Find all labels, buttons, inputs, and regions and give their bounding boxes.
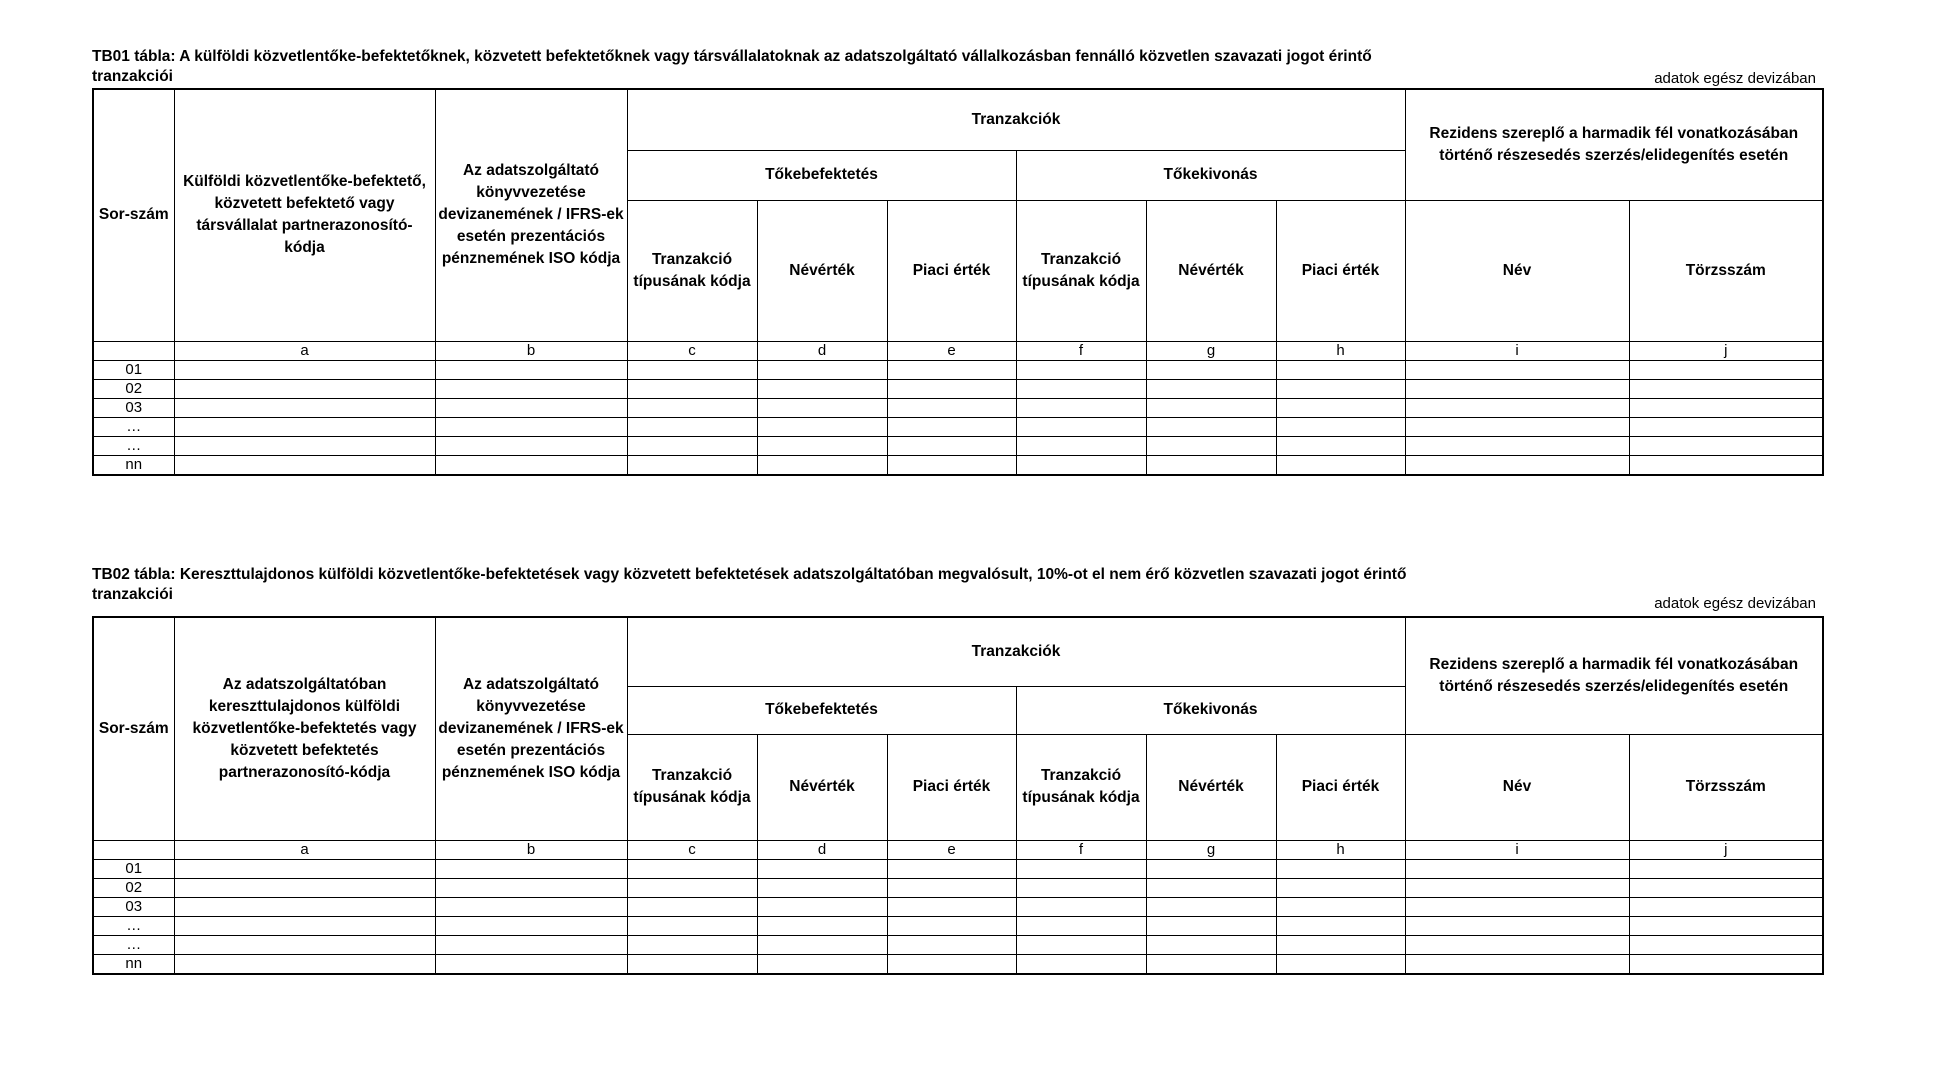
letter-cell: e [887,840,1016,859]
data-cell[interactable] [174,436,435,455]
data-cell[interactable] [1276,916,1405,935]
data-cell[interactable] [435,455,627,475]
header-nevertek-g: Névérték [1146,734,1276,840]
data-cell[interactable] [174,954,435,974]
data-cell[interactable] [1016,417,1146,436]
letter-cell: g [1146,341,1276,360]
form-table-tb01 [92,88,1824,476]
data-cell[interactable] [174,897,435,916]
data-cell[interactable] [174,398,435,417]
data-cell[interactable] [1276,360,1405,379]
data-cell[interactable] [757,954,887,974]
header-tokebefektetes: Tőkebefektetés [627,150,1016,200]
data-cell[interactable] [887,379,1016,398]
data-cell[interactable] [435,859,627,878]
data-cell[interactable] [1405,398,1629,417]
data-cell[interactable] [1405,954,1629,974]
data-cell[interactable] [757,379,887,398]
data-cell[interactable] [1016,455,1146,475]
header-torzsszam: Törzsszám [1629,200,1823,341]
data-cell[interactable] [887,935,1016,954]
data-cell[interactable] [1405,417,1629,436]
unit-note: adatok egész devizában [1654,595,1816,612]
header-tipus-kod-f: Tranzakció típusának kódja [1016,734,1146,840]
data-cell[interactable] [174,878,435,897]
data-cell[interactable] [627,878,757,897]
data-cell[interactable] [887,417,1016,436]
data-cell[interactable] [174,360,435,379]
header-col-a: Az adatszolgáltatóban kereszttulajdonos külföldi közvetlentőke-befektetés vagy közvetett befektetés partnerazonosító-kódja [174,617,435,840]
data-cell[interactable] [757,878,887,897]
data-cell[interactable] [1405,379,1629,398]
header-tokekivonas: Tőkekivonás [1016,686,1405,734]
letter-cell: h [1276,840,1405,859]
row-number: … [93,935,174,954]
row-number: 02 [93,878,174,897]
table-row [93,398,1823,417]
data-cell[interactable] [435,417,627,436]
header-torzsszam: Törzsszám [1629,734,1823,840]
data-cell[interactable] [1629,954,1823,974]
data-cell[interactable] [1016,935,1146,954]
row-number: 03 [93,897,174,916]
row-number: … [93,417,174,436]
letter-cell-empty [93,840,174,859]
column-letter-row [93,341,1823,360]
data-cell[interactable] [174,455,435,475]
data-cell[interactable] [1405,859,1629,878]
letter-cell: g [1146,840,1276,859]
letter-cell: j [1629,840,1823,859]
table-row [93,954,1823,974]
letter-cell: f [1016,840,1146,859]
data-cell[interactable] [627,360,757,379]
data-cell[interactable] [1146,398,1276,417]
data-cell[interactable] [627,859,757,878]
data-cell[interactable] [1016,379,1146,398]
table-row [93,935,1823,954]
data-cell[interactable] [887,859,1016,878]
table-row [93,417,1823,436]
data-cell[interactable] [1405,897,1629,916]
data-cell[interactable] [1146,859,1276,878]
letter-cell: e [887,341,1016,360]
letter-cell: h [1276,341,1405,360]
row-number: 03 [93,398,174,417]
header-piaci-ertek-e: Piaci érték [887,734,1016,840]
data-cell[interactable] [1405,455,1629,475]
letter-cell: c [627,840,757,859]
data-cell[interactable] [757,360,887,379]
table-title: TB02 tábla: Kereszttulajdonos külföldi közvetlentőke-befektetések vagy közvetett befektetések adatszolgáltatóban megvalósult, 10%-ot el nem érő közvetlen szavazati jogot érintő tranzakciói [92,566,1407,603]
data-cell[interactable] [1405,916,1629,935]
data-cell[interactable] [1146,360,1276,379]
unit-note: adatok egész devizában [1654,70,1816,87]
data-cell[interactable] [757,436,887,455]
data-cell[interactable] [1629,455,1823,475]
data-cell[interactable] [887,360,1016,379]
data-cell[interactable] [1016,954,1146,974]
row-number: … [93,436,174,455]
data-cell[interactable] [1016,878,1146,897]
header-tranzakciok: Tranzakciók [627,89,1405,150]
data-cell[interactable] [1016,436,1146,455]
data-cell[interactable] [435,954,627,974]
data-cell[interactable] [1405,935,1629,954]
data-cell[interactable] [1629,436,1823,455]
data-cell[interactable] [1629,935,1823,954]
data-cell[interactable] [1016,398,1146,417]
data-cell[interactable] [1629,398,1823,417]
data-cell[interactable] [887,455,1016,475]
data-cell[interactable] [1016,916,1146,935]
data-cell[interactable] [1146,436,1276,455]
data-cell[interactable] [1146,897,1276,916]
header-tipus-kod-c: Tranzakció típusának kódja [627,200,757,341]
data-cell[interactable] [1146,916,1276,935]
header-nev: Név [1405,734,1629,840]
data-cell[interactable] [435,398,627,417]
data-cell[interactable] [1629,417,1823,436]
row-number: … [93,916,174,935]
header-rezidens: Rezidens szereplő a harmadik fél vonatkozásában történő részesedés szerzés/elidegenítés esetén [1405,89,1823,200]
data-cell[interactable] [757,916,887,935]
data-cell[interactable] [757,897,887,916]
table-row [93,897,1823,916]
data-cell[interactable] [757,398,887,417]
data-cell[interactable] [1629,379,1823,398]
row-number: 02 [93,379,174,398]
data-cell[interactable] [1405,436,1629,455]
letter-cell: i [1405,341,1629,360]
data-cell[interactable] [1276,859,1405,878]
letter-cell: i [1405,840,1629,859]
table-section-tb02 [92,565,1819,972]
data-cell[interactable] [435,379,627,398]
data-cell[interactable] [757,859,887,878]
data-cell[interactable] [1016,859,1146,878]
letter-cell: d [757,840,887,859]
data-cell[interactable] [1146,455,1276,475]
table-row [93,916,1823,935]
header-col-b: Az adatszolgáltató könyvvezetése devizanemének / IFRS-ek esetén prezentációs pénznemének ISO kódja [435,89,627,341]
data-cell[interactable] [1276,455,1405,475]
letter-cell: b [435,341,627,360]
header-tokekivonas: Tőkekivonás [1016,150,1405,200]
data-cell[interactable] [887,436,1016,455]
data-cell[interactable] [1276,417,1405,436]
data-cell[interactable] [435,360,627,379]
data-cell[interactable] [435,897,627,916]
data-cell[interactable] [627,379,757,398]
data-cell[interactable] [887,897,1016,916]
data-cell[interactable] [1146,878,1276,897]
data-cell[interactable] [627,455,757,475]
data-cell[interactable] [1405,360,1629,379]
header-tipus-kod-c: Tranzakció típusának kódja [627,734,757,840]
data-cell[interactable] [887,954,1016,974]
data-cell[interactable] [174,935,435,954]
letter-cell: f [1016,341,1146,360]
data-cell[interactable] [627,398,757,417]
row-number: nn [93,954,174,974]
header-tranzakciok: Tranzakciók [627,617,1405,686]
data-cell[interactable] [1146,954,1276,974]
data-cell[interactable] [757,455,887,475]
table-row [93,859,1823,878]
data-cell[interactable] [1276,398,1405,417]
header-piaci-ertek-h: Piaci érték [1276,200,1405,341]
data-cell[interactable] [1629,897,1823,916]
data-cell[interactable] [627,916,757,935]
data-cell[interactable] [1629,859,1823,878]
data-cell[interactable] [435,436,627,455]
data-cell[interactable] [1276,897,1405,916]
letter-cell: c [627,341,757,360]
data-cell[interactable] [1276,379,1405,398]
data-cell[interactable] [1629,878,1823,897]
letter-cell: d [757,341,887,360]
data-cell[interactable] [627,935,757,954]
data-cell[interactable] [435,878,627,897]
table-row [93,878,1823,897]
data-cell[interactable] [1146,379,1276,398]
data-cell[interactable] [1016,360,1146,379]
table-row [93,360,1823,379]
data-cell[interactable] [627,954,757,974]
letter-cell-empty [93,341,174,360]
letter-cell: a [174,341,435,360]
header-piaci-ertek-h: Piaci érték [1276,734,1405,840]
row-number: nn [93,455,174,475]
row-number: 01 [93,360,174,379]
data-cell[interactable] [887,398,1016,417]
data-cell[interactable] [435,935,627,954]
data-cell[interactable] [1276,935,1405,954]
table-section-tb01 [92,47,1819,473]
data-cell[interactable] [174,916,435,935]
data-cell[interactable] [1276,878,1405,897]
header-piaci-ertek-e: Piaci érték [887,200,1016,341]
header-tipus-kod-f: Tranzakció típusának kódja [1016,200,1146,341]
header-sorszam: Sor-szám [93,617,174,840]
data-cell[interactable] [1629,916,1823,935]
row-number: 01 [93,859,174,878]
data-cell[interactable] [757,417,887,436]
data-cell[interactable] [1146,935,1276,954]
header-nev: Név [1405,200,1629,341]
table-row [93,436,1823,455]
data-cell[interactable] [887,878,1016,897]
letter-cell: a [174,840,435,859]
data-cell[interactable] [757,935,887,954]
data-cell[interactable] [174,417,435,436]
data-cell[interactable] [1405,878,1629,897]
header-tokebefektetes: Tőkebefektetés [627,686,1016,734]
table-row [93,455,1823,475]
data-cell[interactable] [627,897,757,916]
data-cell[interactable] [174,859,435,878]
letter-cell: b [435,840,627,859]
header-nevertek-d: Névérték [757,734,887,840]
data-cell[interactable] [1016,897,1146,916]
table-title: TB01 tábla: A külföldi közvetlentőke-befektetőknek, közvetett befektetőknek vagy társvállalatoknak az adatszolgáltató vállalkozásban fennálló közvetlen szavazati jogot érintő tranzakciói [92,48,1372,85]
table-row [93,379,1823,398]
header-col-a: Külföldi közvetlentőke-befektető, közvetett befektető vagy társvállalat partnerazonosító-kódja [174,89,435,341]
data-cell[interactable] [435,916,627,935]
header-nevertek-d: Névérték [757,200,887,341]
data-cell[interactable] [627,417,757,436]
header-sorszam: Sor-szám [93,89,174,341]
column-letter-row [93,840,1823,859]
data-cell[interactable] [174,379,435,398]
form-table-tb02 [92,616,1824,975]
data-cell[interactable] [627,436,757,455]
data-cell[interactable] [887,916,1016,935]
header-rezidens: Rezidens szereplő a harmadik fél vonatkozásában történő részesedés szerzés/elidegenítés esetén [1405,617,1823,734]
header-col-b: Az adatszolgáltató könyvvezetése devizanemének / IFRS-ek esetén prezentációs pénznemének ISO kódja [435,617,627,840]
data-cell[interactable] [1276,436,1405,455]
data-cell[interactable] [1276,954,1405,974]
data-cell[interactable] [1146,417,1276,436]
data-cell[interactable] [1629,360,1823,379]
letter-cell: j [1629,341,1823,360]
header-nevertek-g: Névérték [1146,200,1276,341]
